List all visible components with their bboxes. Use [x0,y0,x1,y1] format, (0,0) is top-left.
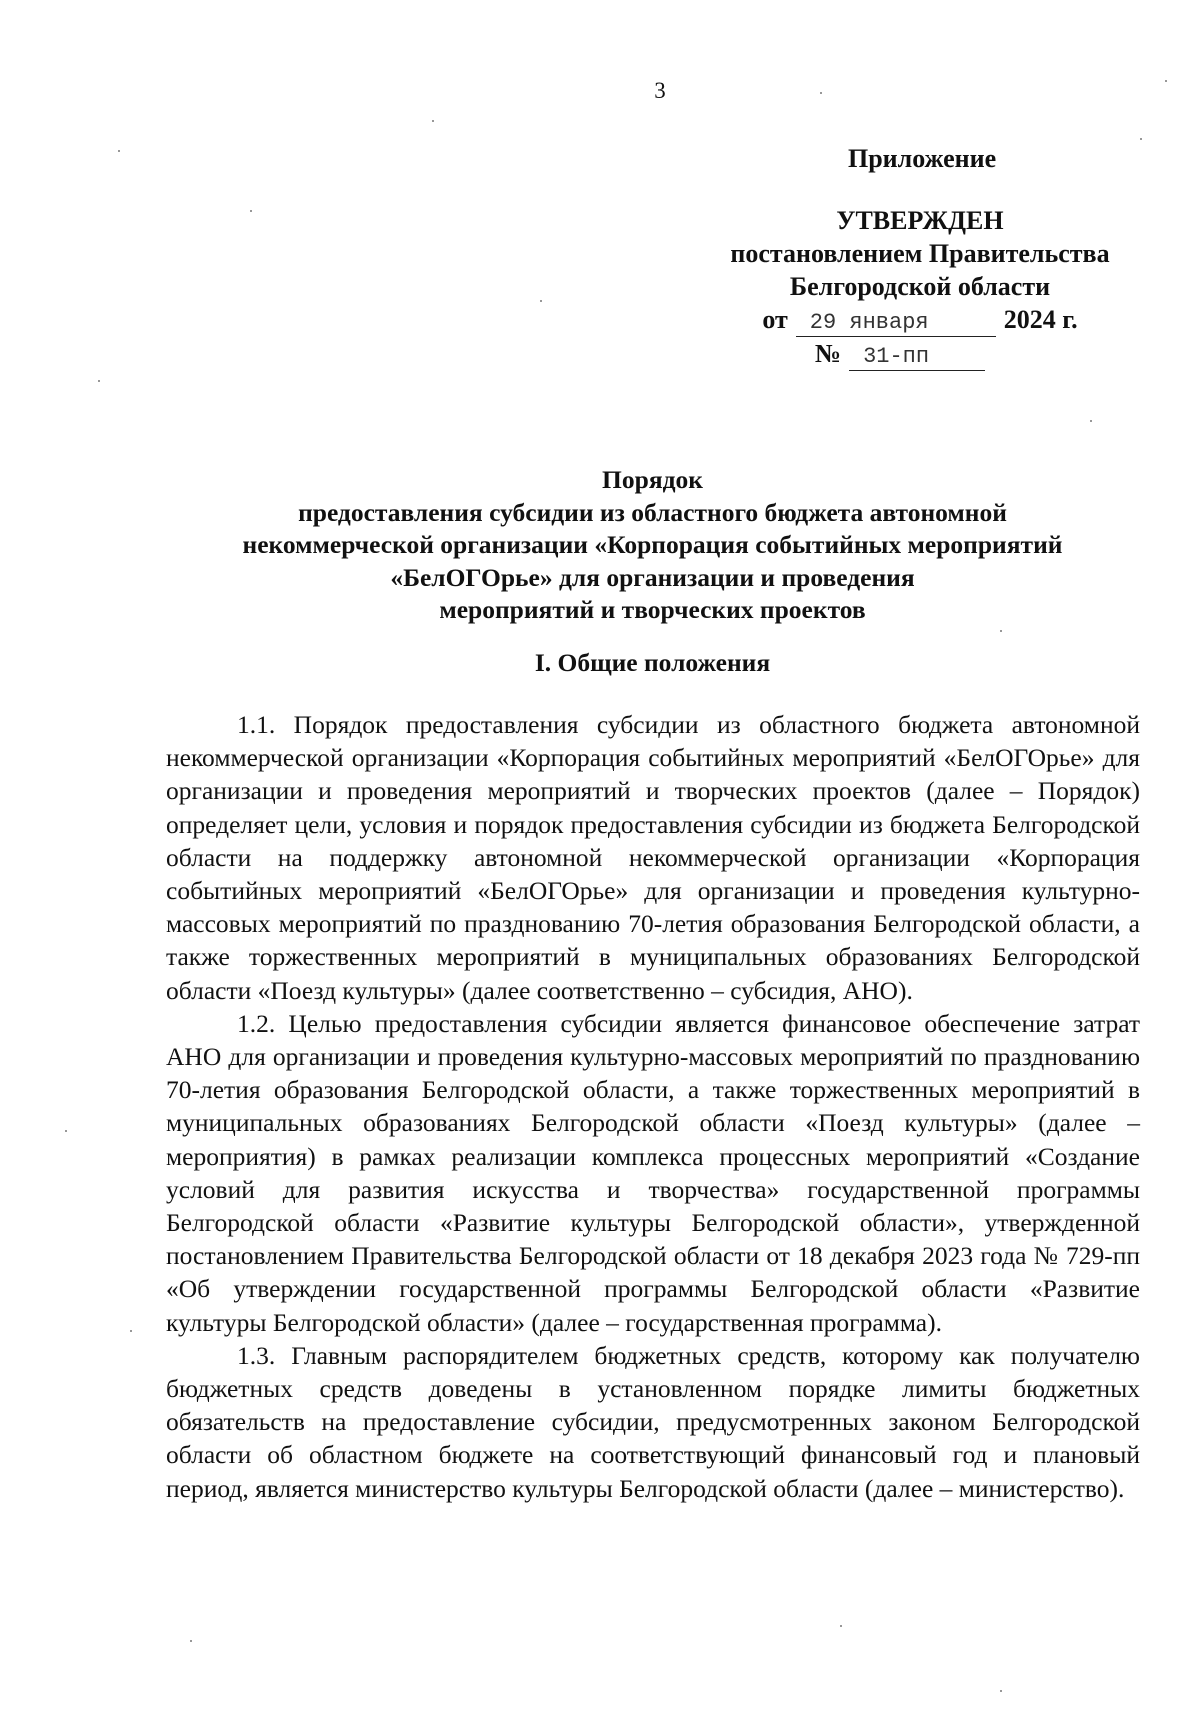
scan-speck [118,150,120,152]
scan-speck [1090,420,1092,422]
title-line-2: предоставления субсидии из областного бюджета автономной [298,497,1007,527]
title-line-4: «БелОГОрье» для организации и проведения [390,562,915,592]
scan-speck [1165,80,1167,82]
title-line-3: некоммерческой организации «Корпорация событийных мероприятий [242,530,1063,559]
scan-speck [840,1625,842,1627]
approved-stamp-text: УТВЕРЖДЕН [836,206,1004,235]
number-prefix: № [814,339,842,368]
scan-speck [540,300,542,302]
appendix-label: Приложение [848,144,997,173]
resolution-line-1: постановлением Правительства [730,239,1110,268]
resolution-date-line [700,303,1140,337]
scan-speck [190,1640,192,1642]
scan-speck [1000,630,1002,632]
page-number: 3 [654,78,666,103]
scan-speck [1140,138,1142,140]
scan-speck [130,1330,132,1332]
paragraph-1-2: 1.2. Целью предоставления субсидии является финансовое обеспечение затрат АНО для организации и проведения культурно-массовых мероприятий по празднованию 70-летия образования Белгородской области, а также торжественных мероприятий в муниципальных образованиях Белгородской области «Поезд культуры» (далее – мероприятия) в рамках реализации комплекса процессных мероприятий «Создание условий для развития искусства и творчества» государственной программы Белгородской области «Развитие культуры Белгородской области», утвержденной постановлением Правительства Белгородской области от 18 декабря 2023 года № 729-пп «Об утверждении государственной программы Белгородской области «Развитие культуры Белгородской области» (далее – государственная программа). [166,1008,1140,1337]
number-field: 31-пп [849,344,985,371]
paragraph-1-1: 1.1. Порядок предоставления субсидии из областного бюджета автономной некоммерческой организации «Корпорация событийных мероприятий «БелОГОрье» для организации и проведения мероприятий и творческих проектов (далее – Порядок) определяет цели, условия и порядок предоставления субсидии из бюджета Белгородской области на поддержку автономной некоммерческой организации «Корпорация событийных мероприятий «БелОГОрье» для организации и проведения культурно-массовых мероприятий по празднованию 70-летия образования Белгородской области, а также торжественных мероприятий в муниципальных образованиях Белгородской области «Поезд культуры» (далее соответственно – субсидия, АНО). [166,710,1140,1005]
body-text [166,708,1140,1505]
scan-speck [1000,1690,1002,1692]
resolution-number-line [700,337,1140,371]
scan-speck [820,92,822,94]
date-prefix: от [762,305,788,334]
paragraph-1-3: 1.3. Главным распорядителем бюджетных средств, которому как получателю бюджетных средств доведены в установленном порядке лимиты бюджетных обязательств на предоставление субсидии, предусмотренных законом Белгородской области об областном бюджете на соответствующий финансовый год и плановый период, является министерство культуры Белгородской области (далее – министерство). [166,1340,1140,1503]
resolution-line-2: Белгородской области [789,272,1051,301]
scan-speck [65,1130,67,1132]
date-year: 2024 г. [1003,305,1078,334]
scan-speck [432,120,434,122]
title-line-1: Порядок [602,465,703,494]
document-title [165,464,1140,627]
section-heading: I. Общие положения [534,648,771,677]
approval-block [700,204,1140,371]
scan-speck [98,380,100,382]
scan-speck [250,210,252,212]
title-line-5: мероприятий и творческих проектов [439,595,866,624]
date-field: 29 января [796,310,996,337]
